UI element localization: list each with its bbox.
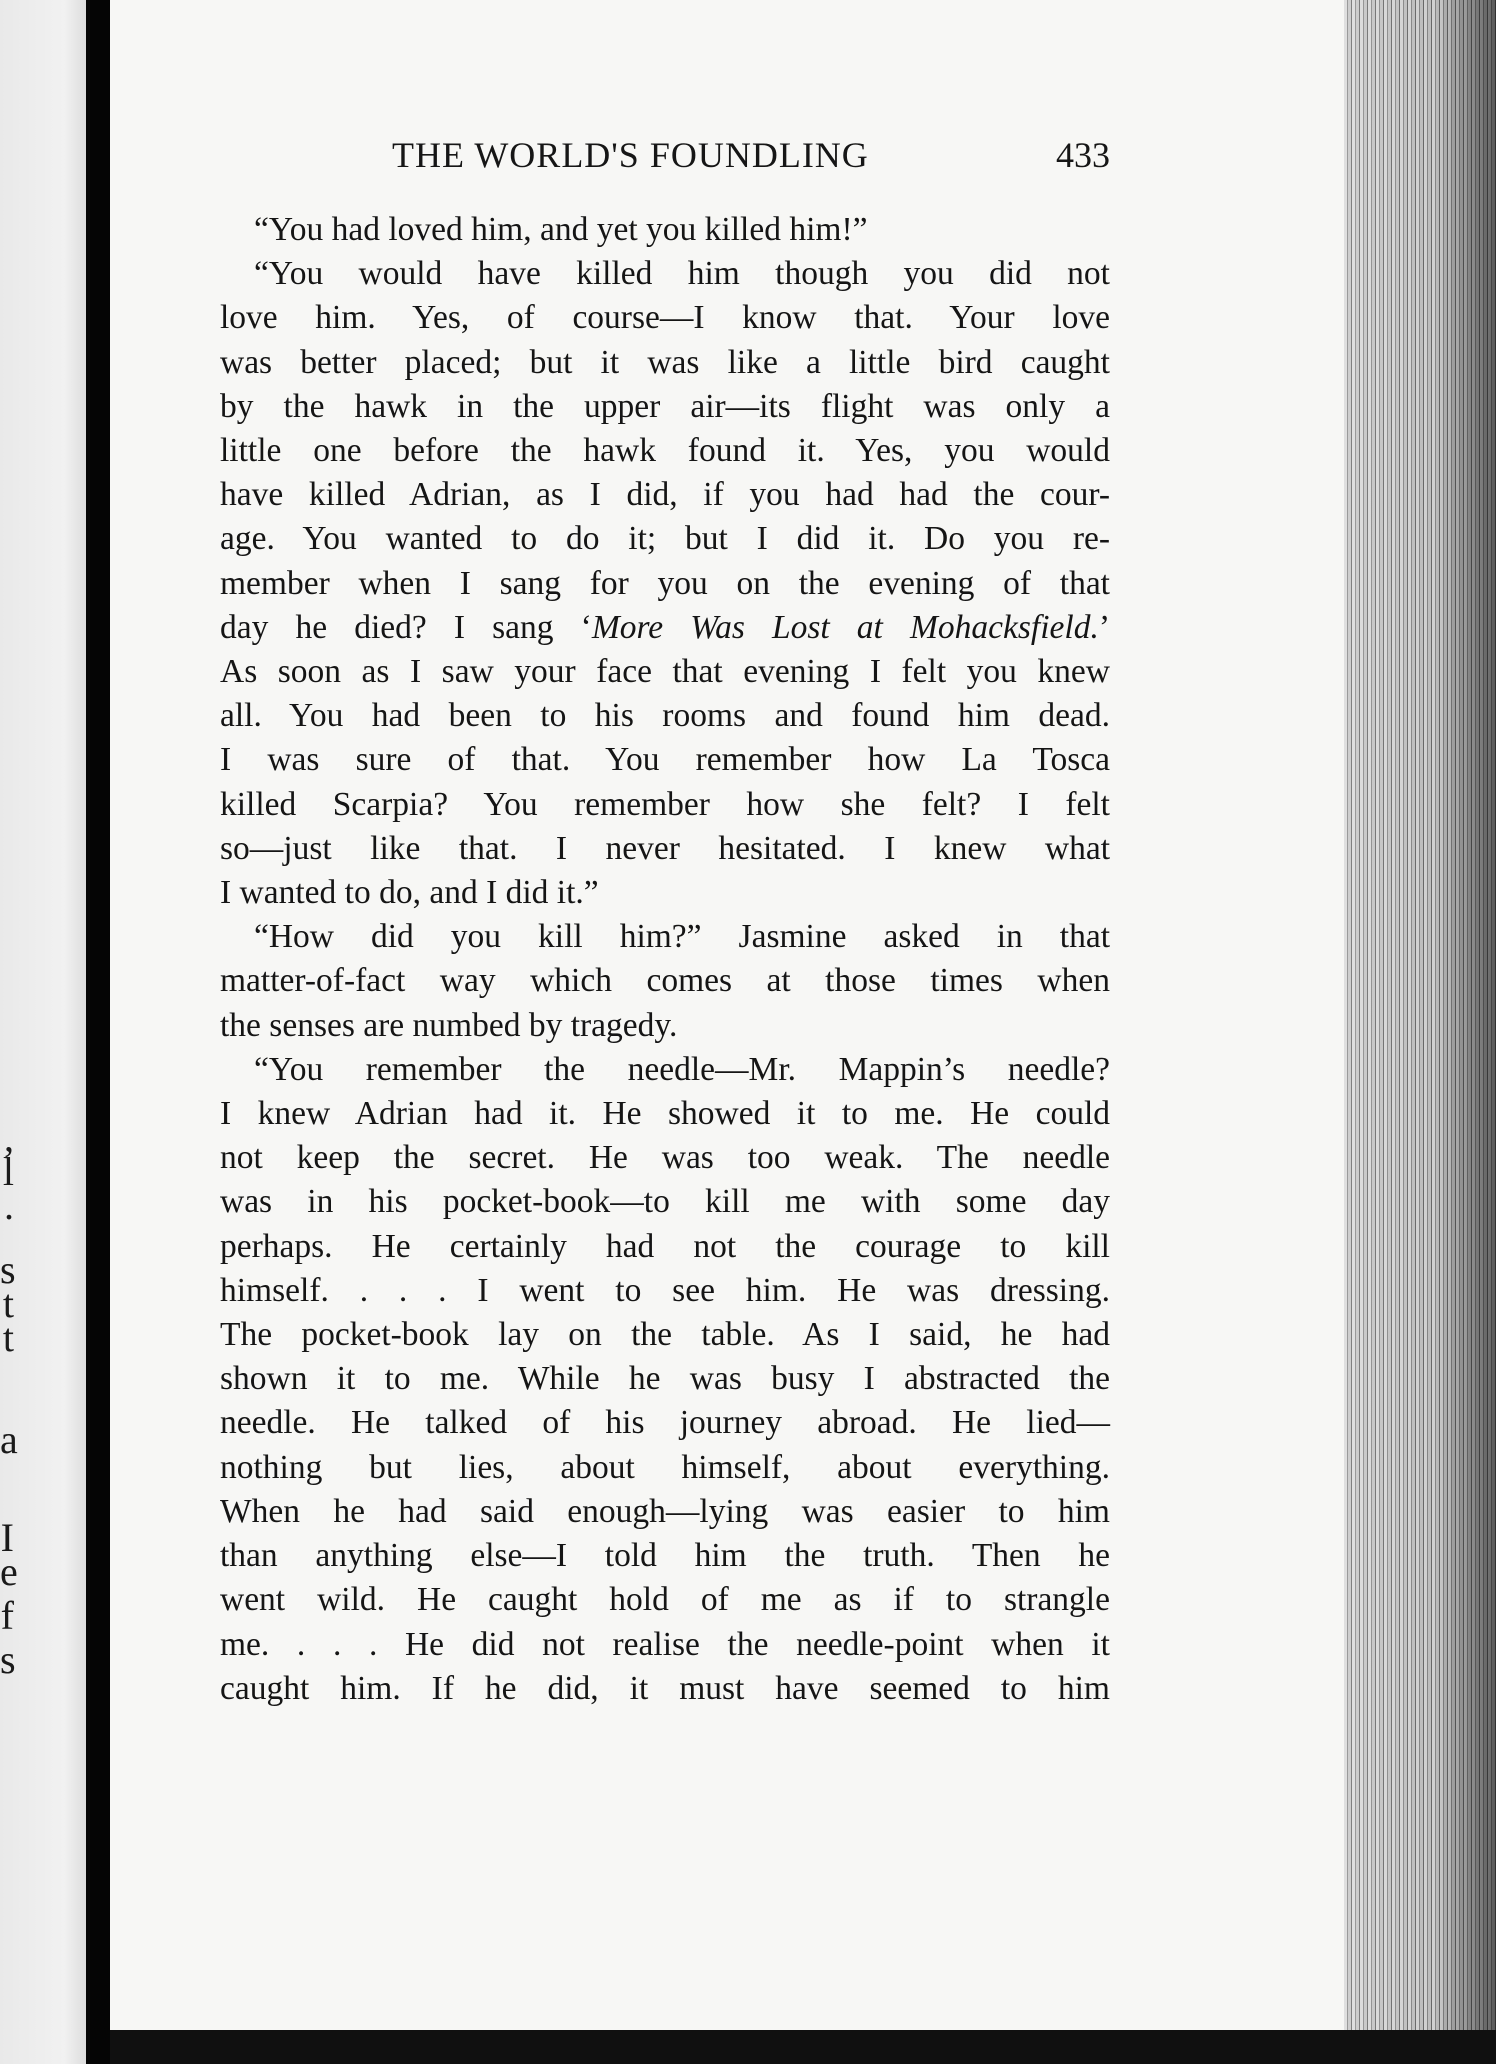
text-line: so—just like that. I never hesitated. I knew what — [220, 829, 1110, 867]
margin-fragment: a — [0, 1417, 18, 1462]
text-line: needle. He talked of his journey abroad. He lied— — [220, 1404, 1110, 1442]
text-line: perhaps. He certainly had not the courage to kill — [220, 1227, 1110, 1265]
song-title: More Was Lost at Mohacksfield. — [591, 608, 1099, 646]
text-line-with-song-title — [220, 606, 1110, 650]
margin-fragment: . — [4, 1183, 14, 1228]
margin-fragment: , — [4, 1115, 14, 1160]
text-line: not keep the secret. He was too weak. The needle — [220, 1139, 1110, 1177]
text-line: The pocket-book lay on the table. As I said, he had — [220, 1316, 1110, 1354]
text-line: As soon as I saw your face that evening I felt you knew — [220, 653, 1110, 691]
text-line: age. You wanted to do it; but I did it. Do you re- — [220, 520, 1110, 558]
running-title: THE WORLD'S FOUNDLING — [392, 135, 869, 175]
body-text — [220, 208, 1110, 1711]
text-line: When he had said enough—lying was easier to him — [220, 1492, 1110, 1530]
text-line: “You would have killed him though you did not — [254, 255, 1110, 293]
paragraph — [220, 1048, 1110, 1711]
text-line: killed Scarpia? You remember how she felt? I felt — [220, 785, 1110, 823]
text-line: have killed Adrian, as I did, if you had had the cour- — [220, 476, 1110, 514]
text-line: shown it to me. While he was busy I abstracted the — [220, 1360, 1110, 1398]
text-line: I was sure of that. You remember how La Tosca — [220, 741, 1110, 779]
text-segment: day he died? I sang ‘ — [220, 608, 592, 646]
margin-fragment: t — [2, 1281, 14, 1326]
margin-fragment: s — [0, 1637, 16, 1682]
margin-fragment: I — [0, 1515, 14, 1560]
text-line: “You remember the needle—Mr. Mappin’s needle? — [254, 1050, 1110, 1088]
page-number: 433 — [1056, 135, 1110, 175]
paragraph — [220, 915, 1110, 1048]
text-line: by the hawk in the upper air—its flight was only a — [220, 387, 1110, 425]
text-line: I wanted to do, and I did it.” — [220, 874, 599, 912]
text-segment: ’ — [1098, 608, 1110, 646]
text-line: was in his pocket-book—to kill me with some day — [220, 1183, 1110, 1221]
text-line: all. You had been to his rooms and found him dead. — [220, 697, 1110, 735]
bottom-shadow — [110, 2030, 1496, 2064]
margin-fragment: e — [0, 1549, 18, 1594]
text-line: “You had loved him, and yet you killed him!” — [254, 211, 868, 248]
facing-page-margin-fragments — [0, 0, 92, 2064]
paragraph — [220, 252, 1110, 915]
text-line: little one before the hawk found it. Yes, you would — [220, 432, 1110, 470]
page-header — [220, 134, 1110, 184]
text-line: love him. Yes, of course—I know that. Your love — [220, 299, 1110, 337]
text-line: I knew Adrian had it. He showed it to me. He could — [220, 1095, 1110, 1133]
margin-fragment: l — [2, 1149, 14, 1194]
text-line: nothing but lies, about himself, about everything. — [220, 1448, 1110, 1486]
text-line: than anything else—I told him the truth. Then he — [220, 1537, 1110, 1575]
margin-fragment: s — [0, 1247, 16, 1292]
paragraph — [220, 208, 1110, 252]
text-line: went wild. He caught hold of me as if to strangle — [220, 1581, 1110, 1619]
margin-fragment: t — [2, 1315, 14, 1360]
text-line: was better placed; but it was like a little bird caught — [220, 343, 1110, 381]
text-line: himself. . . . I went to see him. He was dressing. — [220, 1271, 1110, 1309]
margin-fragment: f — [0, 1593, 14, 1638]
text-line: me. . . . He did not realise the needle-point when it — [220, 1625, 1110, 1663]
text-line: matter-of-fact way which comes at those times when — [220, 962, 1110, 1000]
text-line: “How did you kill him?” Jasmine asked in that — [254, 918, 1110, 956]
text-line: the senses are numbed by tragedy. — [220, 1006, 678, 1044]
page-edges-shading — [1344, 0, 1496, 2064]
text-line: caught him. If he did, it must have seemed to him — [220, 1669, 1110, 1707]
book-gutter — [86, 0, 110, 2064]
text-line: member when I sang for you on the evening of that — [220, 564, 1110, 602]
